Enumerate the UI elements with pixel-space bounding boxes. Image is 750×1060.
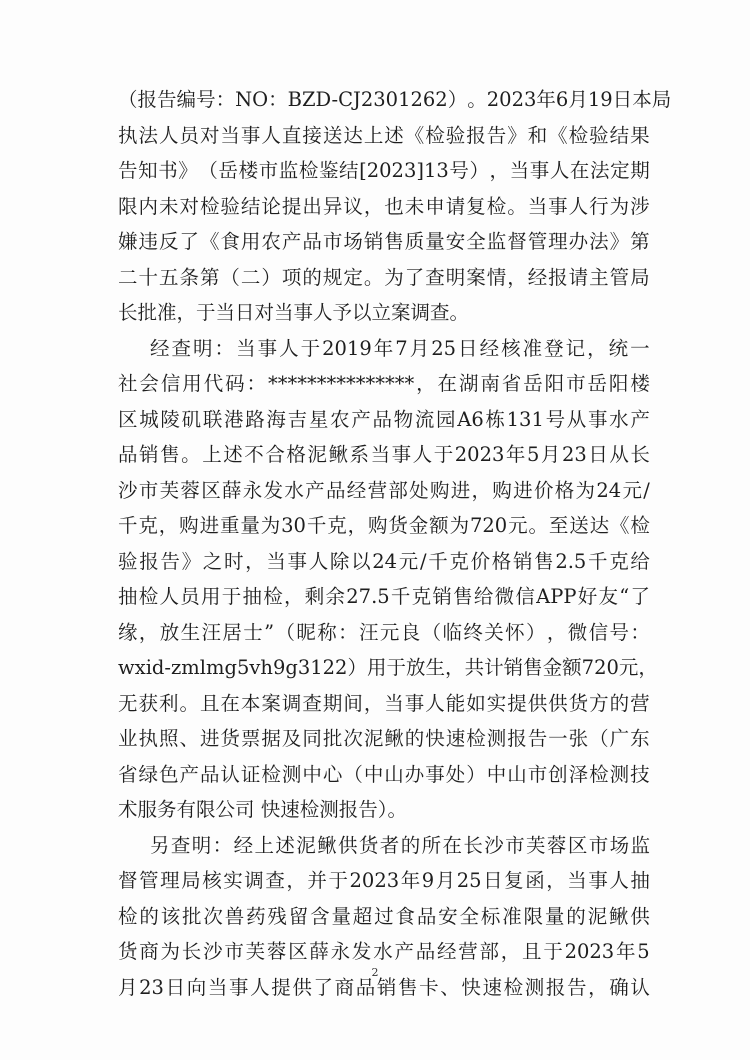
text-line: 告 知 书 》 （ 岳 楼 市 监 检 鉴 结 [2023]13 号 ） ， 当 事 人 在 法 定 期 <box>118 159 650 182</box>
text-line: 区 城 陵 矶 联 港 路 海 吉 星 农 产 品 物 流 园 A6 栋 131 号 从 事 水 产 <box>118 407 650 431</box>
text-line: 缘 ， 放 生 汪 居 士 ” （ 昵 称 ： 汪 元 良 （ 临 终 关 怀 ） ， 微 信 号 ： <box>118 620 650 644</box>
text-line: 术服务有限公司 快速检测报告）。 <box>118 798 407 821</box>
text-line: 月 23 日 向 当 事 人 提 供 了 商 品 销 售 卡 、 快 速 检 测 报 告 ， 确 认 <box>118 975 650 999</box>
text-line: 品 销 售 。 上 述 不 合 格 泥 鳅 系 当 事 人 于 2023 年 5 月 23 日 从 长 <box>118 443 650 466</box>
text-line: 经 查 明 ： 当 事 人 于 2019 年 7 月 25 日 经 核 准 登 记 ， 统 一 <box>150 336 650 360</box>
text-line: 千 克 ， 购 进 重 量 为 30 千 克 ， 购 货 金 额 为 720 元 。 至 送 达 《 检 <box>118 514 650 537</box>
page-number: 2 <box>371 966 379 979</box>
text-line: 验 报 告 》 之 时 ， 当 事 人 除 以 24 元 / 千 克 价 格 销 售 2.5 千 克 给 <box>118 549 650 573</box>
text-line: 嫌 违 反 了 《 食 用 农 产 品 市 场 销 售 质 量 安 全 监 督 管 理 办 法 》 第 <box>118 230 650 253</box>
text-line: 抽 检 人 员 用 于 抽 检 ， 剩 余 27.5 千 克 销 售 给 微 信 APP 好 友 “ 了 <box>118 585 650 608</box>
text-line: 限 内 未 对 检 验 结 论 提 出 异 议 ， 也 未 申 请 复 检 。 当 事 人 行 为 涉 <box>118 194 650 218</box>
text-line: 长批准，于当日对当事人予以立案调查。 <box>118 301 470 324</box>
text-line: 业 执 照 、 进 货 票 据 及 同 批 次 泥 鳅 的 快 速 检 测 报 告 一 张 （ 广 东 <box>118 727 650 750</box>
text-line: （ 报 告 编 号 ： NO ： BZD-CJ2301262 ） 。 2023 年 6 月 19 日 本 局 <box>118 88 672 111</box>
document-body <box>118 82 672 1005</box>
text-line: 无 获 利 。 且 在 本 案 调 查 期 间 ， 当 事 人 能 如 实 提 供 供 货 方 的 营 <box>118 691 650 715</box>
text-line: wxid-zmlmg5vh9g3122 ） 用 于 放 生 ， 共 计 销 售 金 额 720 元 ， <box>118 656 658 679</box>
text-line: 社 会 信 用 代 码 ： *************** ， 在 湖 南 省 岳 阳 市 岳 阳 楼 <box>118 372 650 395</box>
text-line: 二 十 五 条 第 （ 二 ） 项 的 规 定 。 为 了 查 明 案 情 ， 经 报 请 主 管 局 <box>118 265 650 289</box>
text-line: 另 查 明 ： 经 上 述 泥 鳅 供 货 者 的 所 在 长 沙 市 芙 蓉 区 市 场 监 <box>150 833 650 857</box>
text-line: 督 管 理 局 核 实 调 查 ， 并 于 2023 年 9 月 25 日 复 函 ， 当 事 人 抽 <box>118 869 650 892</box>
text-line: 货 商 为 长 沙 市 芙 蓉 区 薛 永 发 水 产 品 经 营 部 ， 且 于 2023 年 5 <box>118 940 650 963</box>
text-line: 沙 市 芙 蓉 区 薛 永 发 水 产 品 经 营 部 处 购 进 ， 购 进 价 格 为 24 元 / <box>118 478 650 502</box>
text-line: 省 绿 色 产 品 认 证 检 测 中 心 （ 中 山 办 事 处 ） 中 山 市 创 泽 检 测 技 <box>118 762 650 786</box>
text-line: 执 法 人 员 对 当 事 人 直 接 送 达 上 述 《 检 验 报 告 》 和 《 检 验 结 果 <box>118 123 650 147</box>
text-line: 检 的 该 批 次 兽 药 残 留 含 量 超 过 食 品 安 全 标 准 限 量 的 泥 鳅 供 <box>118 904 650 928</box>
